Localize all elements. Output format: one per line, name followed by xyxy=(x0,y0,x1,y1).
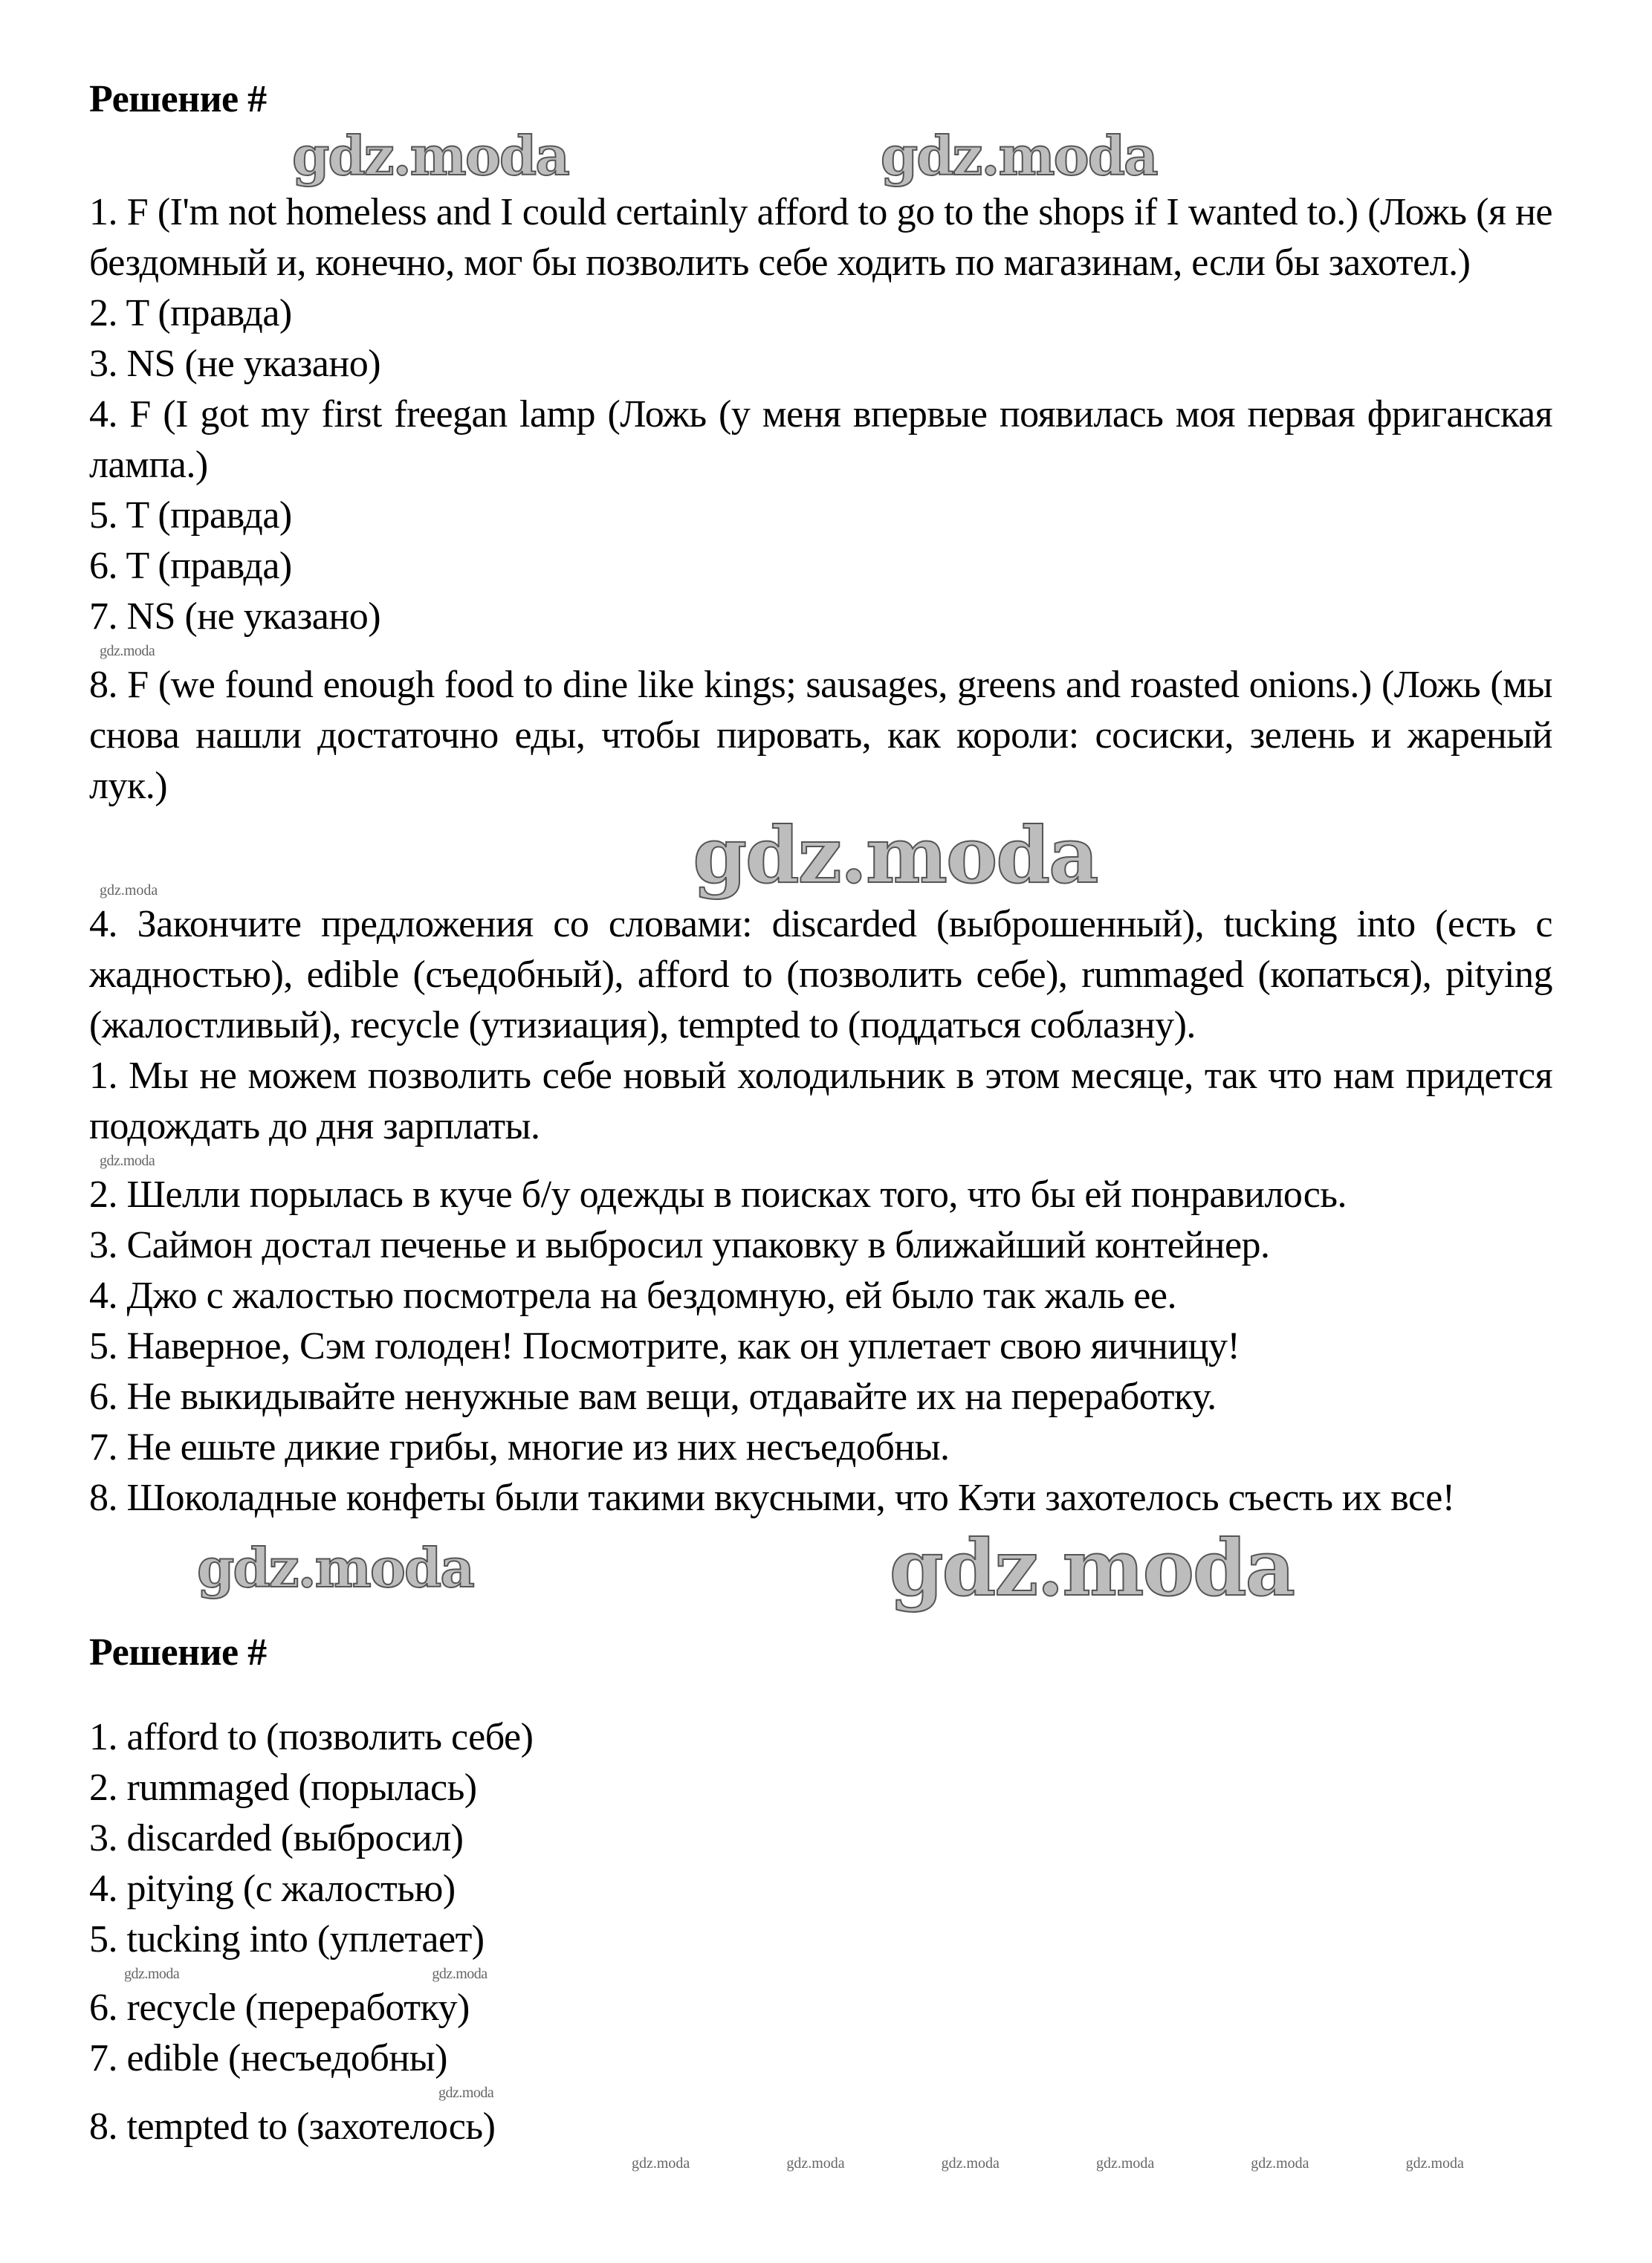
watermark: gdz.moda xyxy=(889,1521,1295,1613)
watermark: gdz.moda xyxy=(292,124,569,188)
exercise-instructions: 4. Закончите предложения со словами: discarded (выброшенный), tucking into (есть с жадностью), edible (съедобный), afford to (позволить себе), rummaged (копаться), pitying (жалостливый), recycle (утизиация), tempted to (поддаться соблазну). xyxy=(89,903,1552,1046)
solution-2 xyxy=(89,1628,1552,2152)
watermark-row xyxy=(89,2152,1552,2175)
solution-1 xyxy=(89,187,1552,812)
sentence-item: 2. Шелли порылась в куче б/у одежды в поисках того, что бы ей понравилось. xyxy=(89,1173,1347,1216)
watermark-row xyxy=(89,125,1552,187)
answer-item: 5. T (правда) xyxy=(89,494,292,537)
sentence-item: 8. Шоколадные конфеты были такими вкусными, что Кэти захотелось съесть их все! xyxy=(89,1477,1455,1519)
sentence-item: 5. Наверное, Сэм голоден! Посмотрите, как он уплетает свою яичницу! xyxy=(89,1325,1240,1367)
answer-item: 5. tucking into (уплетает) xyxy=(89,1918,485,1961)
watermark-row xyxy=(89,1965,1552,1983)
watermark-small: gdz.moda xyxy=(1251,2155,1309,2172)
watermark-small: gdz.moda xyxy=(1405,2155,1464,2172)
answer-item: 7. edible (несъедобны) xyxy=(89,2037,447,2079)
exercise-4 xyxy=(89,899,1552,1524)
answer-item: 3. NS (не указано) xyxy=(89,343,381,385)
answer-item: 8. F (we found enough food to dine like kings; sausages, greens and roasted onions.) (Ложь (мы снова нашли достаточно еды, чтобы пировать, как короли: сосиски, зелень и жареный лук.) xyxy=(89,664,1552,807)
sentence-item: 7. Не ешьте дикие грибы, многие из них несъедобны. xyxy=(89,1426,950,1469)
watermark-row xyxy=(89,1152,1552,1170)
section-heading: Решение # xyxy=(89,1631,267,1674)
watermark-row xyxy=(89,642,1552,660)
answer-item: 6. T (правда) xyxy=(89,545,292,587)
watermark-row xyxy=(89,1521,1552,1613)
sentence-item: 4. Джо с жалостью посмотрела на бездомную, ей было так жаль ее. xyxy=(89,1275,1176,1317)
watermark: gdz.moda xyxy=(693,809,1098,901)
watermark-small: gdz.moda xyxy=(786,2155,845,2172)
answer-item: 4. pitying (с жалостью) xyxy=(89,1868,456,1910)
watermark: gdz.moda xyxy=(197,1536,473,1600)
watermark-small: gdz.moda xyxy=(438,2085,494,2101)
watermark-small: gdz.moda xyxy=(100,882,158,899)
answer-item: 6. recycle (переработку) xyxy=(89,1987,470,2029)
watermark: gdz.moda xyxy=(880,124,1157,188)
watermark-small: gdz.moda xyxy=(432,1966,487,1982)
section-heading: Решение # xyxy=(89,78,267,120)
answer-item: 8. tempted to (захотелось) xyxy=(89,2105,496,2148)
sentence-item: 6. Не выкидывайте ненужные вам вещи, отдавайте их на переработку. xyxy=(89,1376,1217,1418)
watermark-row xyxy=(89,2084,1552,2102)
answer-item: 4. F (I got my first freegan lamp (Ложь (у меня впервые появилась моя первая фриганская лампа.) xyxy=(89,393,1552,486)
solution-1-heading-block xyxy=(89,74,1552,125)
answer-item: 7. NS (не указано) xyxy=(89,595,381,638)
watermark-small: gdz.moda xyxy=(941,2155,1000,2172)
watermark-small: gdz.moda xyxy=(632,2155,690,2172)
watermark-small: gdz.moda xyxy=(1095,2155,1155,2172)
answer-item: 2. rummaged (порылась) xyxy=(89,1767,477,1809)
answer-item: 2. T (правда) xyxy=(89,292,292,334)
watermark-small: gdz.moda xyxy=(124,1966,180,1982)
answer-item: 1. F (I'm not homeless and I could certainly afford to go to the shops if I wanted to.) (Ложь (я не бездомный и, конечно, мог бы позволить себе ходить по магазинам, если бы захотел.) xyxy=(89,191,1552,284)
answer-item: 3. discarded (выбросил) xyxy=(89,1817,464,1859)
sentence-item: 3. Саймон достал печенье и выбросил упаковку в ближайший контейнер. xyxy=(89,1224,1270,1266)
watermark-row xyxy=(89,809,1552,901)
answer-item: 1. afford to (позволить себе) xyxy=(89,1716,534,1758)
sentence-item: 1. Мы не можем позволить себе новый холодильник в этом месяце, так что нам придется подождать до дня зарплаты. xyxy=(89,1055,1552,1147)
watermark-small: gdz.moda xyxy=(100,643,155,659)
watermark-small: gdz.moda xyxy=(100,1153,155,1169)
